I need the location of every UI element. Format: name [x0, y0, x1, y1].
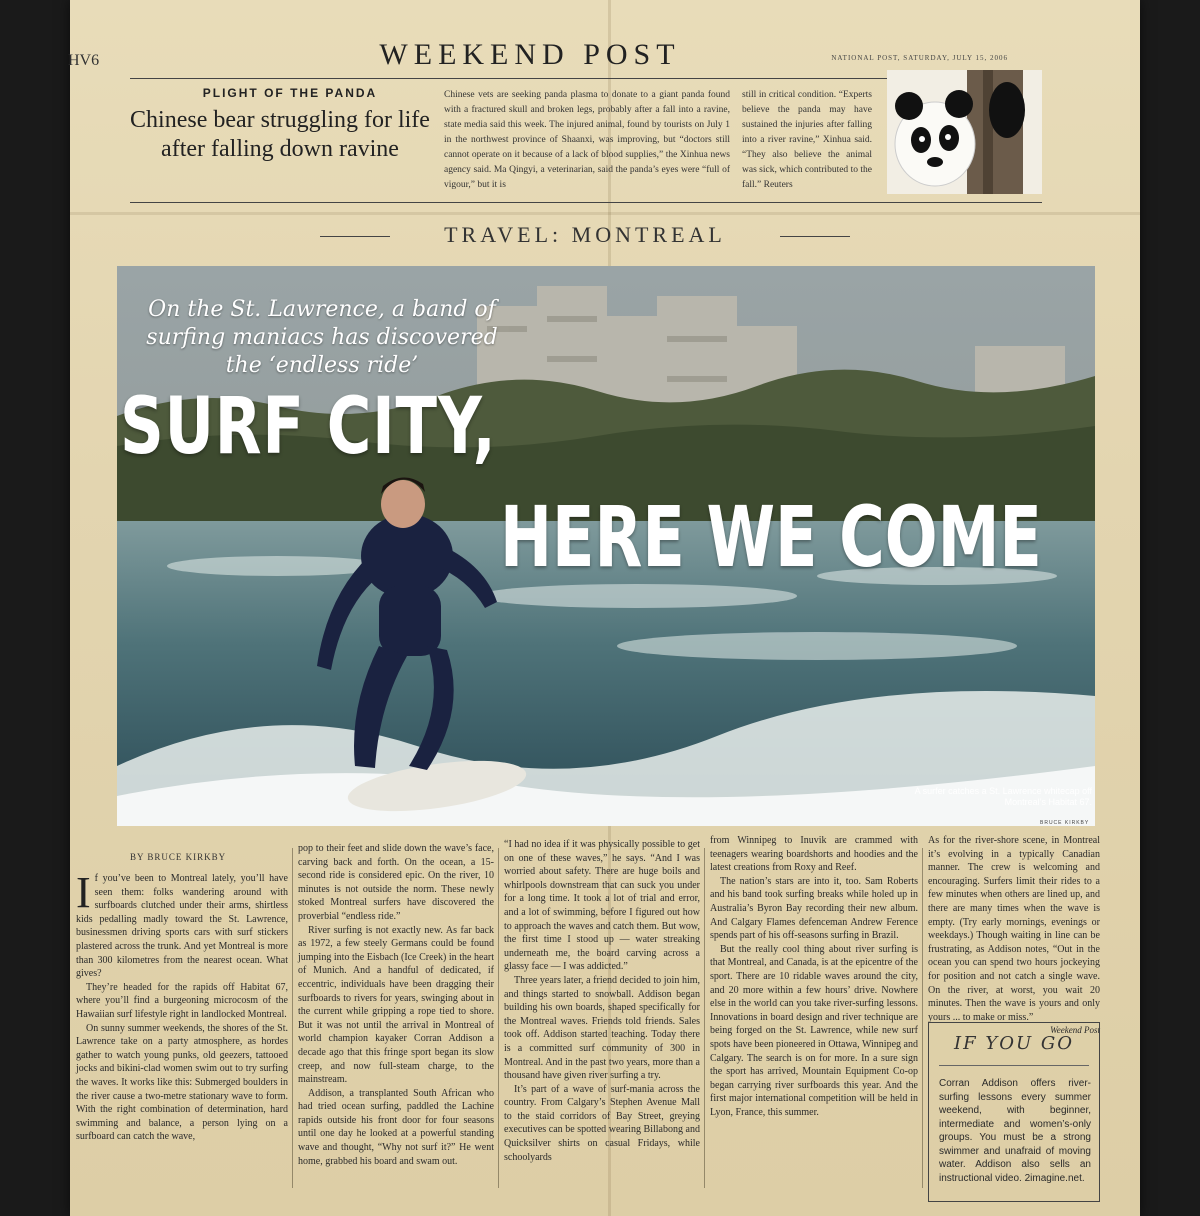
brief-rule: [130, 202, 1042, 203]
if-you-go-title: IF YOU GO: [954, 1033, 1074, 1054]
article-paragraph: f you’ve been to Montreal lately, you’ll have seen them: folks wandering around with surfboards clutched under their arms, shirtless kids pedalling madly toward the St. Lawrence, businessmen driving sports cars with surf stickers plastered across the trunk. And yet Montreal is more than 300 kilometres from the nearest ocean. What gives?: [76, 873, 288, 980]
page-number: HV6: [68, 52, 100, 69]
box-rule: [939, 1065, 1089, 1066]
article-column-2: [298, 842, 494, 1168]
brief-column-1: Chinese vets are seeking panda plasma to donate to a giant panda found with a fractured skull and broken legs, probably after a fall into a ravine, state media said this week. The injured animal, found by tourists on July 1 in the northwest province of Shaanxi, was improving, but “doctors still cannot operate on it because of a lack of blood supplies,” the Xinhua news agency said. Ma Qingyi, a veterinarian, said the panda’s eyes were “full of vigour,” but it is: [444, 90, 730, 190]
signoff: Weekend Post: [1050, 1025, 1100, 1036]
article-paragraph: Addison, a transplanted South African who had tried ocean surfing, paddled the Lachine rapids outside his front door for four seasons until one day he looked at a powerful standing wave and thought, “Why not surf it?” He went home, grabbed his board and swam out.: [298, 1087, 494, 1167]
article-paragraph: The nation’s stars are into it, too. Sam Roberts and his band took surfing breaks while holed up in Australia’s Byron Bay recording their new album. And Calgary Flames defenceman Andrew Ference spends part of his off-seasons surfing in Brazil.: [710, 875, 918, 942]
brief-column-2: still in critical condition. “Experts believe the panda may have sustained the injuries after falling into a river ravine,” Xinhua said. “They also believe the animal was sick, which contributed to the fall.” Reuters: [742, 90, 872, 190]
article-column-1: [76, 868, 288, 1144]
panda-photo: [887, 70, 1042, 194]
masthead: WEEKEND POST: [379, 38, 681, 71]
column-rule: [292, 848, 293, 1188]
article-paragraph: On sunny summer weekends, the shores of the St. Lawrence take on a party atmosphere, as hordes gather to watch young punks, old geezers, tattooed jocks and bikini-clad women swim out to try surfing the waves. It works like this: Submerged boulders in the river cause a two-metre stationary wave to form. With the right combination of determination, hard swimming and balance, a person lying on a surfboard can catch the wave,: [76, 1022, 288, 1143]
article-paragraph: As for the river-shore scene, in Montreal it’s evolving in a typically Canadian manner. The crew is welcoming and encouraging. Surfers limit their rides to a few minutes when others are lined up, and there are many times when the wave is empty. (Try early mornings, evenings or weekdays.) Though waiting in line can be frustrating, as Addison notes, “Out in the ocean you can spend two hours jockeying for position and not catch a single wave. On the river, at worst, you wait 20 minutes. Then the wave is yours and only yours ... to make or miss.”: [928, 835, 1100, 1023]
column-rule: [498, 848, 499, 1188]
article-paragraph: pop to their feet and slide down the wave’s face, carving back and forth. On the ocean, a 15-second ride is considered epic. On the river, 10 minutes is not outside the norm. These newly stoked Montreal surfers have discovered the proverbial “endless ride.”: [298, 843, 494, 922]
if-you-go-box: [928, 1022, 1100, 1202]
if-you-go-text: Corran Addison offers river-surfing lessons every summer weekend, with beginner, intermediate and women’s-only groups. You must be a strong swimmer and unafraid of moving water. Addison also sells an instructional video. 2imagine.net.: [939, 1078, 1091, 1184]
byline: BY BRUCE KIRKBY: [130, 852, 227, 862]
article-paragraph: Three years later, a friend decided to join him, and things started to snowball. Addison began building his own boards, shaped specifically for the Montreal waves. Friends told friends. Sales took off. Addison started teaching. Today there is a committed surf community of 300 in Montreal. And in the past two years, more than a thousand have given river surfing a try.: [504, 974, 700, 1082]
headline-line-2: HERE WE COME: [500, 488, 1042, 586]
horizontal-fold: [70, 212, 1140, 215]
section-rule-left: [320, 236, 390, 237]
brief-headline: Chinese bear struggling for life after falling down ravine: [130, 107, 430, 162]
photo-credit: BRUCE KIRKBY: [1040, 820, 1090, 826]
article-column-5: [928, 834, 1100, 1038]
article-paragraph: River surfing is not exactly new. As far back as 1972, a few steely Germans could be found jumping into the Eisbach (Ice Creek) in the heart of Munich. And a handful of dedicated, if eccentric, individuals have been dragging their surfboards to rivers for years, swinging about in the current while gripping a rope tied to shore. But it was not until the arrival in Montreal of world champion kayaker Corran Addison a decade ago that this fringe sport began its slow creep, and now full-steam charge, to the mainstream.: [298, 924, 494, 1086]
brief-kicker: PLIGHT OF THE PANDA: [202, 86, 378, 100]
section-rule-right: [780, 236, 850, 237]
column-rule: [922, 848, 923, 1188]
article-paragraph: from Winnipeg to Inuvik are crammed with teenagers wearing boardshorts and hoodies and the latest creations from Roxy and Reef.: [710, 835, 918, 874]
article-paragraph: It’s part of a wave of surf-mania across the country. From Calgary’s Stephen Avenue Mall to the staid corridors of Bay Street, greying executives can be spotted wearing Billabong and Quicksilver shirts on casual Fridays, while schoolyards: [504, 1083, 700, 1163]
photo-caption: A surfer catches a St. Lawrence whitecap off Montreal’s Habitat 67.: [914, 786, 1092, 807]
article-paragraph: They’re headed for the rapids off Habitat 67, where you’ll find a burgeoning microcosm of the Hawaiian surf lifestyle right in landlocked Montreal.: [76, 981, 288, 1020]
drop-cap: I: [76, 868, 91, 917]
column-rule: [704, 848, 705, 1188]
section-label: TRAVEL: MONTREAL: [444, 222, 726, 247]
headline-line-1: SURF CITY,: [120, 382, 497, 472]
feature-deck: On the St. Lawrence, a band of surfing maniacs has discovered the ‘endless ride’: [146, 297, 498, 378]
dateline: NATIONAL POST, SATURDAY, JULY 15, 2006: [831, 54, 1008, 62]
article-paragraph: “I had no idea if it was physically possible to get on one of these waves,” he says. “And I was worried about safety. There are huge boils and whirlpools downstream that can suck you under for a long time. It took a lot of trial and error, and a lot of swimming, before I figured out how to approach the waves and catch them. But wow, the first time I stood up — water streaking underneath me, the board carving across a glassy face — I was addicted.”: [504, 839, 700, 973]
article-column-3: [504, 838, 700, 1164]
article-paragraph: But the really cool thing about river surfing is that Montreal, and Canada, is at the epicentre of the sport. There are 10 ridable waves around the city, and 20 more within a few hours’ drive. Nowhere else in the world can you take river-surfing lessons. Innovations in board design and river technique are being forged on the St. Lawrence, while new surf spots have been pioneered in Ottawa, Winnipeg and Calgary. The search is on for more. In a sure sign the sport has arrived, Mountain Equipment Co-op began carrying river surfboards this year. And the first major international competition will be held in Lyon, France, this summer.: [710, 943, 918, 1118]
article-column-4: [710, 834, 918, 1119]
